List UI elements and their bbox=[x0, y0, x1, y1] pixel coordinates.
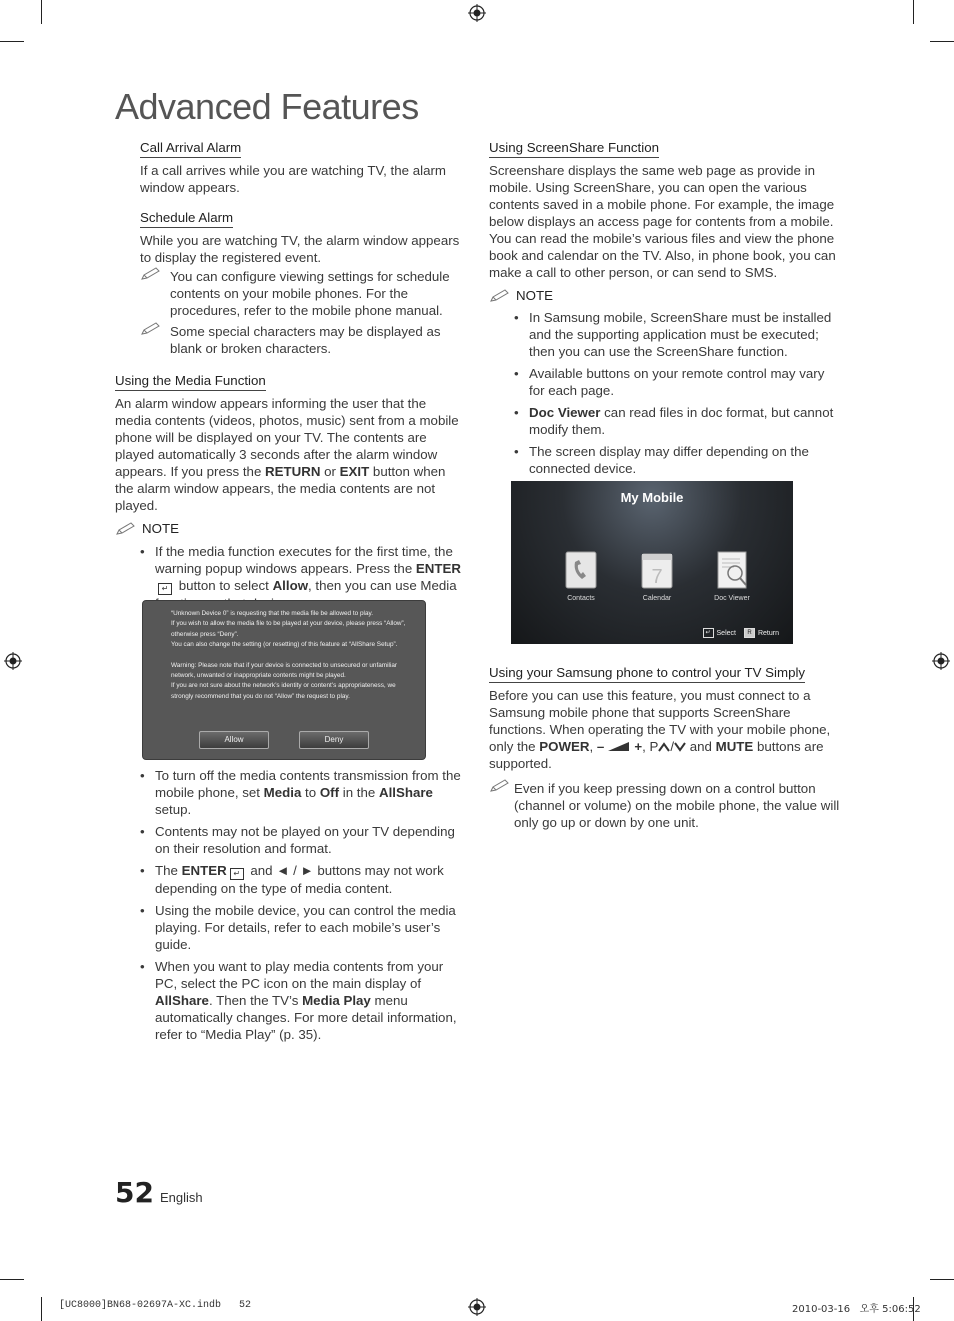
call-alarm-heading: Call Arrival Alarm bbox=[140, 139, 241, 158]
registration-mark-icon bbox=[4, 652, 22, 670]
schedule-note-text: You can configure viewing settings for schedule contents on your mobile phones. For the procedures, refer to the mobile phone manual. bbox=[170, 269, 450, 318]
registration-mark-icon bbox=[468, 4, 486, 22]
deny-button[interactable]: Deny bbox=[299, 731, 369, 749]
list-item: • Using the mobile device, you can control the media playing. For details, refer to each mobile’s user’s guide. bbox=[140, 902, 465, 953]
list-item: • When you want to play media contents from your PC, select the PC icon on the main display of AllShare. Then the TV’s Media Play menu automatically changes. For more detail information, refer to “Media Play” (p. 35). bbox=[140, 958, 465, 1043]
screenshare-text: Screenshare displays the same web page as provide in mobile. Using ScreenShare, you can open the various contents saved in a mobile phone. For example, the image below displays an access page for contents from a mobile. You can read the mobile’s various files and view the phone book and calendar on the TV. Also, in phone book, you can make a call to other person, or can send to SMS. bbox=[489, 163, 836, 280]
schedule-note bbox=[140, 323, 465, 357]
contacts-label: Contacts bbox=[567, 595, 595, 602]
popup-message: “Unknown Device 0” is requesting that the media file be allowed to play. If you wish to allow the media file to be played at your device, please press “Allow”, otherwise press “Deny”. You can also change the setting (or resetting) of this feature at “AllShare Setup”. Warning: Please note that if your device is connected to unsecured or unfamiliar network, unwanted or inappropriate contents might be played. If you are not sure about the network’s identity or content’s appropriateness, we strongly recommend that you do not “Allow” the request to play. bbox=[171, 610, 406, 700]
list-item: • The ENTER ↵ and ◄ / ► buttons may not work depending on the type of media content. bbox=[140, 862, 465, 897]
registration-mark-icon bbox=[468, 1298, 486, 1316]
call-alarm-text: If a call arrives while you are watching TV, the alarm window appears. bbox=[140, 163, 446, 195]
calendar-label: Calendar bbox=[642, 595, 672, 602]
enter-key-icon: ↵ bbox=[703, 628, 714, 638]
samsung-phone-note bbox=[489, 780, 844, 831]
allow-button[interactable]: Allow bbox=[199, 731, 269, 749]
page-number: 52 bbox=[115, 1176, 154, 1209]
print-date: 2010-03-16 오후 5:06:52 bbox=[792, 1304, 921, 1315]
pencil-note-icon bbox=[140, 322, 162, 336]
pencil-note-icon bbox=[489, 289, 511, 303]
samsung-phone-note-text: Even if you keep pressing down on a control button (channel or volume) on the mobile phone, the value will only go up or down by one unit. bbox=[514, 781, 840, 830]
registration-mark-icon bbox=[932, 652, 950, 670]
crop-mark bbox=[41, 1297, 42, 1321]
crop-mark bbox=[0, 1279, 24, 1280]
left-column-bullets bbox=[140, 767, 465, 1048]
crop-mark bbox=[930, 41, 954, 42]
pencil-note-icon bbox=[489, 779, 511, 793]
schedule-alarm-text: While you are watching TV, the alarm window appears to display the registered event. bbox=[140, 233, 460, 265]
allow-media-popup bbox=[142, 600, 426, 760]
crop-mark bbox=[913, 0, 914, 24]
screenshare-note-heading: NOTE bbox=[489, 287, 839, 304]
volume-icon bbox=[607, 741, 631, 752]
list-item: • The screen display may differ depending on the connected device. bbox=[514, 443, 839, 477]
list-item: • If the media function executes for the first time, the warning popup windows appears. Press the ENTER↵ button to select Allow, then you can use Media bbox=[140, 543, 465, 612]
doc-viewer-label: Doc Viewer bbox=[714, 595, 750, 602]
crop-mark bbox=[930, 1279, 954, 1280]
return-hint: Return bbox=[757, 629, 779, 637]
language-label: English bbox=[160, 1190, 203, 1205]
list-item: • Doc Viewer can read files in doc format, but cannot modify them. bbox=[514, 404, 839, 438]
file-info: [UC8000]BN68-02697A-XC.indb 52 bbox=[59, 1300, 252, 1311]
doc-viewer-icon[interactable] bbox=[716, 550, 750, 590]
my-mobile-title: My Mobile bbox=[620, 490, 684, 505]
list-item: • Available buttons on your remote control may vary for each page. bbox=[514, 365, 839, 399]
list-item: • To turn off the media contents transmission from the mobile phone, set Media to Off in the AllShare setup. bbox=[140, 767, 465, 818]
calendar-day: 7 bbox=[651, 566, 663, 588]
pencil-note-icon bbox=[115, 522, 137, 536]
enter-icon: ↵ bbox=[230, 868, 244, 880]
samsung-phone-heading: Using your Samsung phone to control your TV Simply bbox=[489, 664, 805, 683]
media-text: An alarm window appears informing the user that the media contents (videos, photos, music) sent from a mobile phone will be displayed on your TV. The contents are played automatically 3 seconds after the alarm window appears. If you press the RETURN or EXIT button when the alarm window appears, the media contents are not played. bbox=[115, 396, 459, 513]
schedule-alarm-heading: Schedule Alarm bbox=[140, 209, 233, 228]
pencil-note-icon bbox=[140, 267, 162, 281]
select-hint: Select bbox=[716, 629, 736, 637]
right-column-lower bbox=[489, 664, 844, 831]
my-mobile-footer bbox=[703, 628, 779, 638]
page-title: Advanced Features bbox=[115, 86, 419, 127]
right-column bbox=[489, 139, 839, 482]
channel-up-icon bbox=[658, 742, 670, 752]
enter-icon: ↵ bbox=[158, 583, 172, 595]
calendar-icon[interactable] bbox=[640, 550, 674, 590]
my-mobile-screen bbox=[511, 481, 793, 644]
media-heading: Using the Media Function bbox=[115, 372, 266, 391]
screenshare-heading: Using ScreenShare Function bbox=[489, 139, 659, 158]
contacts-icon[interactable] bbox=[564, 550, 598, 590]
crop-mark bbox=[0, 41, 24, 42]
list-item: • In Samsung mobile, ScreenShare must be installed and the supporting application must be executed; then you can use the ScreenShare function. bbox=[514, 309, 839, 360]
schedule-note bbox=[140, 268, 465, 319]
list-item: • Contents may not be played on your TV depending on their resolution and format. bbox=[140, 823, 465, 857]
channel-down-icon bbox=[674, 742, 686, 752]
left-column bbox=[115, 139, 465, 617]
schedule-note-text: Some special characters may be displayed as blank or broken characters. bbox=[170, 324, 441, 356]
return-key-icon: R bbox=[744, 628, 755, 638]
crop-mark bbox=[41, 0, 42, 24]
samsung-phone-text: Before you can use this feature, you must connect to a Samsung mobile phone that supports ScreenShare functions. When operating the TV with your mobile phone, only the POWER, – +, P / and MUTE buttons are supported. bbox=[489, 688, 831, 771]
media-note-heading: NOTE bbox=[115, 520, 465, 537]
